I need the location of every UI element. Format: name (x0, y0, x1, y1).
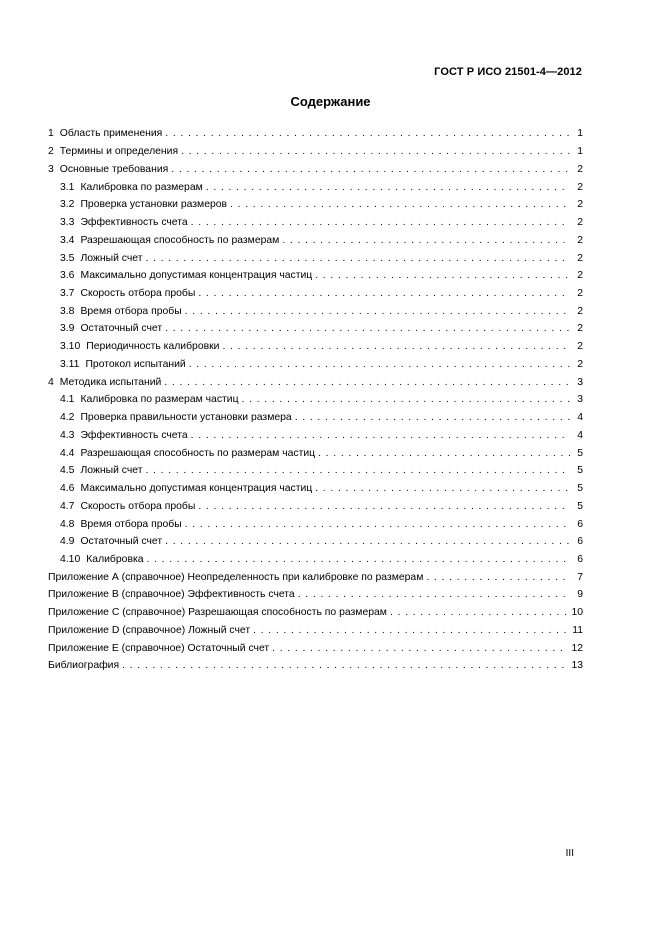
toc-entry-number: 1 (48, 128, 54, 140)
toc-entry[interactable] (48, 444, 583, 462)
toc-entry[interactable] (48, 320, 583, 338)
toc-entry[interactable] (48, 231, 583, 249)
toc-dot-leader (185, 306, 570, 317)
toc-entry-number: 3.2 (60, 199, 75, 211)
toc-entry[interactable] (48, 622, 583, 640)
toc-dot-leader (171, 164, 570, 175)
toc-entry-number: 4.10 (60, 553, 81, 565)
toc-entry-label: Время отбора пробы (80, 305, 182, 317)
toc-entry[interactable] (48, 480, 583, 498)
toc-dot-leader (230, 199, 570, 210)
page-number: III (565, 848, 574, 859)
toc-dot-leader (222, 341, 570, 352)
toc-entry-label: Протокол испытаний (85, 358, 186, 370)
toc-entry-label: Приложение С (справочное) Разрешающая способность по размерам (48, 607, 387, 619)
toc-entry-number: 4.4 (60, 447, 75, 459)
toc-dot-leader (189, 359, 570, 370)
toc-entry-page: 2 (577, 199, 583, 211)
toc-entry-page: 5 (577, 447, 583, 459)
toc-entry[interactable] (48, 551, 583, 569)
toc-entry-number: 4.7 (60, 500, 75, 512)
toc-entry-label: Время отбора пробы (80, 518, 182, 530)
toc-entry[interactable] (48, 515, 583, 533)
toc-entry-number: 4 (48, 376, 54, 388)
toc-entry-label: Проверка правильности установки размера (80, 412, 292, 424)
toc-entry-label: Приложение В (справочное) Эффективность счета (48, 589, 295, 601)
toc-entry[interactable] (48, 586, 583, 604)
toc-entry-page: 1 (577, 146, 583, 158)
toc-entry-page: 11 (572, 624, 583, 636)
toc-dot-leader (390, 607, 569, 618)
toc-entry-label: Проверка установки размеров (80, 199, 228, 211)
toc-entry-label: Калибровка по размерам частиц (80, 394, 239, 406)
toc-entry-number: 3.5 (60, 252, 75, 264)
toc-dot-leader (426, 572, 570, 583)
toc-entry-label: Область применения (59, 128, 163, 140)
toc-title: Содержание (290, 94, 371, 109)
toc-entry-label: Ложный счет (80, 252, 143, 264)
toc-entry-label: Эффективность счета (80, 217, 188, 229)
toc-entry-page: 5 (577, 500, 583, 512)
toc-entry-page: 2 (577, 358, 583, 370)
toc-dot-leader (315, 270, 570, 281)
toc-entry-label: Периодичность калибровки (86, 341, 220, 353)
toc-entry-label: Приложение Е (справочное) Остаточный счет (48, 642, 270, 654)
toc-entry-number: 3 (48, 163, 54, 175)
toc-entry-page: 4 (577, 412, 583, 424)
toc-entry-page: 4 (577, 429, 583, 441)
toc-dot-leader (315, 483, 570, 494)
toc-entry-number: 4.3 (60, 429, 75, 441)
toc-entry-page: 2 (577, 341, 583, 353)
toc-entry-number: 3.9 (60, 323, 75, 335)
toc-entry[interactable] (48, 604, 583, 622)
toc-entry-number: 3.10 (60, 341, 81, 353)
toc-entry-number: 3.11 (60, 358, 80, 370)
toc-entry[interactable] (48, 160, 583, 178)
toc-dot-leader (198, 288, 570, 299)
toc-entry-page: 10 (571, 607, 583, 619)
toc-entry[interactable] (48, 409, 583, 427)
toc-entry-page: 3 (577, 394, 583, 406)
table-of-contents (48, 125, 583, 675)
toc-entry-label: Калибровка (86, 553, 144, 565)
toc-entry-page: 2 (577, 181, 583, 193)
toc-dot-leader (206, 182, 570, 193)
toc-entry-label: Скорость отбора пробы (80, 500, 196, 512)
toc-entry-page: 6 (577, 536, 583, 548)
toc-dot-leader (165, 536, 570, 547)
toc-entry-page: 2 (577, 163, 583, 175)
toc-entry[interactable] (48, 125, 583, 143)
toc-entry[interactable] (48, 639, 583, 657)
toc-entry-number: 4.2 (60, 412, 75, 424)
toc-entry-label: Разрешающая способность по размерам (80, 234, 280, 246)
toc-entry[interactable] (48, 373, 583, 391)
toc-entry[interactable] (48, 267, 583, 285)
toc-entry-page: 1 (577, 128, 583, 140)
toc-entry-page: 5 (577, 483, 583, 495)
toc-entry[interactable] (48, 568, 583, 586)
toc-entry-number: 3.7 (60, 287, 75, 299)
toc-entry-label: Скорость отбора пробы (80, 287, 196, 299)
toc-entry[interactable] (48, 214, 583, 232)
toc-entry[interactable] (48, 391, 583, 409)
toc-entry-page: 6 (577, 553, 583, 565)
toc-dot-leader (164, 377, 570, 388)
toc-entry-label: Максимально допустимая концентрация частиц (80, 483, 313, 495)
toc-entry-label: Методика испытаний (59, 376, 162, 388)
toc-entry-page: 2 (577, 270, 583, 282)
toc-entry-label: Остаточный счет (80, 536, 163, 548)
toc-dot-leader (145, 253, 570, 264)
toc-entry[interactable] (48, 302, 583, 320)
toc-entry-label: Приложение D (справочное) Ложный счет (48, 624, 251, 636)
toc-entry-page: 2 (577, 287, 583, 299)
toc-dot-leader (242, 394, 570, 405)
toc-entry-page: 6 (577, 518, 583, 530)
toc-dot-leader (272, 643, 568, 654)
toc-entry[interactable] (48, 285, 583, 303)
toc-dot-leader (282, 235, 570, 246)
toc-entry[interactable] (48, 657, 583, 675)
toc-entry[interactable] (48, 426, 583, 444)
toc-entry-number: 4.1 (60, 394, 75, 406)
toc-entry-label: Ложный счет (80, 465, 143, 477)
toc-entry-page: 2 (577, 305, 583, 317)
toc-dot-leader (185, 519, 570, 530)
toc-entry-number: 3.4 (60, 234, 75, 246)
toc-entry-label: Остаточный счет (80, 323, 163, 335)
toc-entry-page: 7 (577, 571, 583, 583)
toc-entry[interactable] (48, 356, 583, 374)
toc-dot-leader (198, 501, 570, 512)
toc-entry-number: 3.6 (60, 270, 75, 282)
toc-entry-label: Приложение А (справочное) Неопределенность при калибровке по размерам (48, 571, 424, 583)
toc-entry-label: Разрешающая способность по размерам частиц (80, 447, 316, 459)
toc-entry-label: Эффективность счета (80, 429, 188, 441)
toc-entry[interactable] (48, 143, 583, 161)
toc-entry[interactable] (48, 462, 583, 480)
toc-entry[interactable] (48, 249, 583, 267)
toc-entry-number: 3.8 (60, 305, 75, 317)
toc-entry-page: 9 (577, 589, 583, 601)
toc-dot-leader (165, 323, 570, 334)
toc-entry[interactable] (48, 533, 583, 551)
toc-entry-page: 13 (571, 660, 583, 672)
toc-entry-number: 3.1 (60, 181, 75, 193)
toc-entry-number: 3.3 (60, 217, 75, 229)
toc-dot-leader (191, 430, 570, 441)
toc-entry-number: 2 (48, 146, 54, 158)
toc-dot-leader (191, 217, 570, 228)
toc-dot-leader (165, 128, 570, 139)
toc-entry-number: 4.5 (60, 465, 75, 477)
toc-entry-label: Калибровка по размерам (80, 181, 203, 193)
toc-dot-leader (295, 412, 570, 423)
toc-entry-page: 3 (577, 376, 583, 388)
toc-entry-number: 4.8 (60, 518, 75, 530)
toc-entry-page: 2 (577, 217, 583, 229)
toc-dot-leader (298, 589, 570, 600)
toc-dot-leader (145, 465, 570, 476)
toc-entry[interactable] (48, 338, 583, 356)
toc-entry[interactable] (48, 178, 583, 196)
document-code: ГОСТ Р ИСО 21501-4—2012 (434, 66, 582, 78)
toc-entry[interactable] (48, 196, 583, 214)
toc-entry-label: Основные требования (59, 163, 169, 175)
toc-entry-page: 2 (577, 323, 583, 335)
toc-dot-leader (122, 660, 568, 671)
toc-entry-label: Библиография (48, 660, 120, 672)
toc-entry-page: 2 (577, 252, 583, 264)
toc-entry-number: 4.9 (60, 536, 75, 548)
toc-dot-leader (318, 448, 570, 459)
toc-entry[interactable] (48, 497, 583, 515)
toc-entry-page: 12 (571, 642, 583, 654)
toc-entry-page: 5 (577, 465, 583, 477)
toc-dot-leader (147, 554, 570, 565)
toc-entry-page: 2 (577, 234, 583, 246)
toc-dot-leader (181, 146, 570, 157)
toc-entry-label: Термины и определения (59, 146, 179, 158)
toc-entry-number: 4.6 (60, 483, 75, 495)
toc-entry-label: Максимально допустимая концентрация частиц (80, 270, 313, 282)
toc-dot-leader (253, 625, 569, 636)
